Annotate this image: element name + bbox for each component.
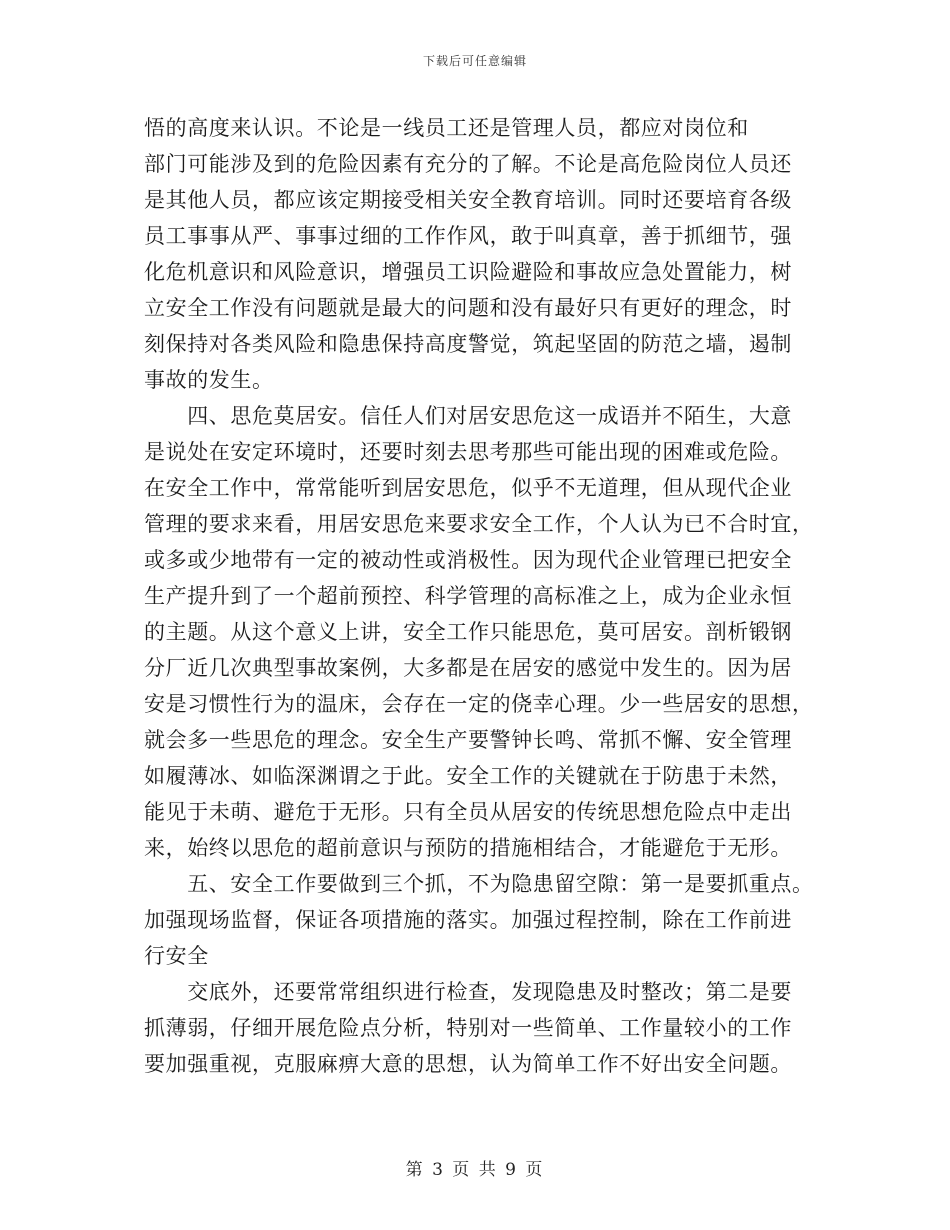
body-line: 要加强重视，克服麻痹大意的思想，认为简单工作不好出安全问题。 [144, 1052, 792, 1076]
body-line: 的主题。从这个意义上讲，安全工作只能思危，莫可居安。剖析锻钢 [144, 620, 792, 644]
body-line: 是其他人员，都应该定期接受相关安全教育培训。同时还要培育各级 [144, 188, 792, 212]
body-line: 能见于未萌、避危于无形。只有全员从居安的传统思想危险点中走出 [144, 800, 792, 824]
document-body [144, 110, 816, 1082]
body-line: 如履薄冰、如临深渊谓之于此。安全工作的关键就在于防患于未然， [144, 764, 792, 788]
body-line: 化危机意识和风险意识，增强员工识险避险和事故应急处置能力，树 [144, 260, 792, 284]
body-line: 来，始终以思危的超前意识与预防的措施相结合，才能避危于无形。 [144, 836, 792, 860]
body-line: 或多或少地带有一定的被动性或消极性。因为现代企业管理已把安全 [144, 548, 792, 572]
body-line: 立安全工作没有问题就是最大的问题和没有最好只有更好的理念，时 [144, 296, 792, 320]
body-line: 生产提升到了一个超前预控、科学管理的高标准之上，成为企业永恒 [144, 584, 792, 608]
body-line: 就会多一些思危的理念。安全生产要警钟长鸣、常抓不懈、安全管理 [144, 728, 792, 752]
body-line: 在安全工作中，常常能听到居安思危，似乎不无道理，但从现代企业 [144, 476, 792, 500]
body-line: 抓薄弱，仔细开展危险点分析，特别对一些简单、工作量较小的工作 [144, 1016, 792, 1040]
body-line: 员工事事从严、事事过细的工作作风，敢于叫真章，善于抓细节，强 [144, 224, 792, 248]
page-header: 下载后可任意编辑 [422, 54, 527, 68]
body-line: 事故的发生。 [144, 368, 274, 392]
body-line: 管理的要求来看，用居安思危来要求安全工作，个人认为已不合时宜， [144, 512, 814, 536]
body-line: 部门可能涉及到的危险因素有充分的了解。不论是高危险岗位人员还 [144, 152, 792, 176]
body-line: 悟的高度来认识。不论是一线员工还是管理人员，都应对岗位和 [144, 116, 749, 140]
body-line: 交底外，还要常常组织进行检查，发现隐患及时整改；第二是要 [144, 980, 792, 1004]
body-line: 行安全 [144, 944, 209, 968]
body-line: 五、安全工作要做到三个抓，不为隐患留空隙：第一是要抓重点。 [144, 872, 814, 896]
body-line: 安是习惯性行为的温床，会存在一定的侥幸心理。少一些居安的思想， [144, 692, 814, 716]
body-line: 加强现场监督，保证各项措施的落实。加强过程控制，除在工作前进 [144, 908, 792, 932]
body-line: 分厂近几次典型事故案例，大多都是在居安的感觉中发生的。因为居 [144, 656, 792, 680]
body-line: 刻保持对各类风险和隐患保持高度警觉，筑起坚固的防范之墙，遏制 [144, 332, 792, 356]
body-line: 四、思危莫居安。信任人们对居安思危这一成语并不陌生，大意 [144, 404, 792, 428]
page-number-footer: 第 3 页 共 9 页 [405, 1160, 545, 1180]
body-line: 是说处在安定环境时，还要时刻去思考那些可能出现的困难或危险。 [144, 440, 792, 464]
